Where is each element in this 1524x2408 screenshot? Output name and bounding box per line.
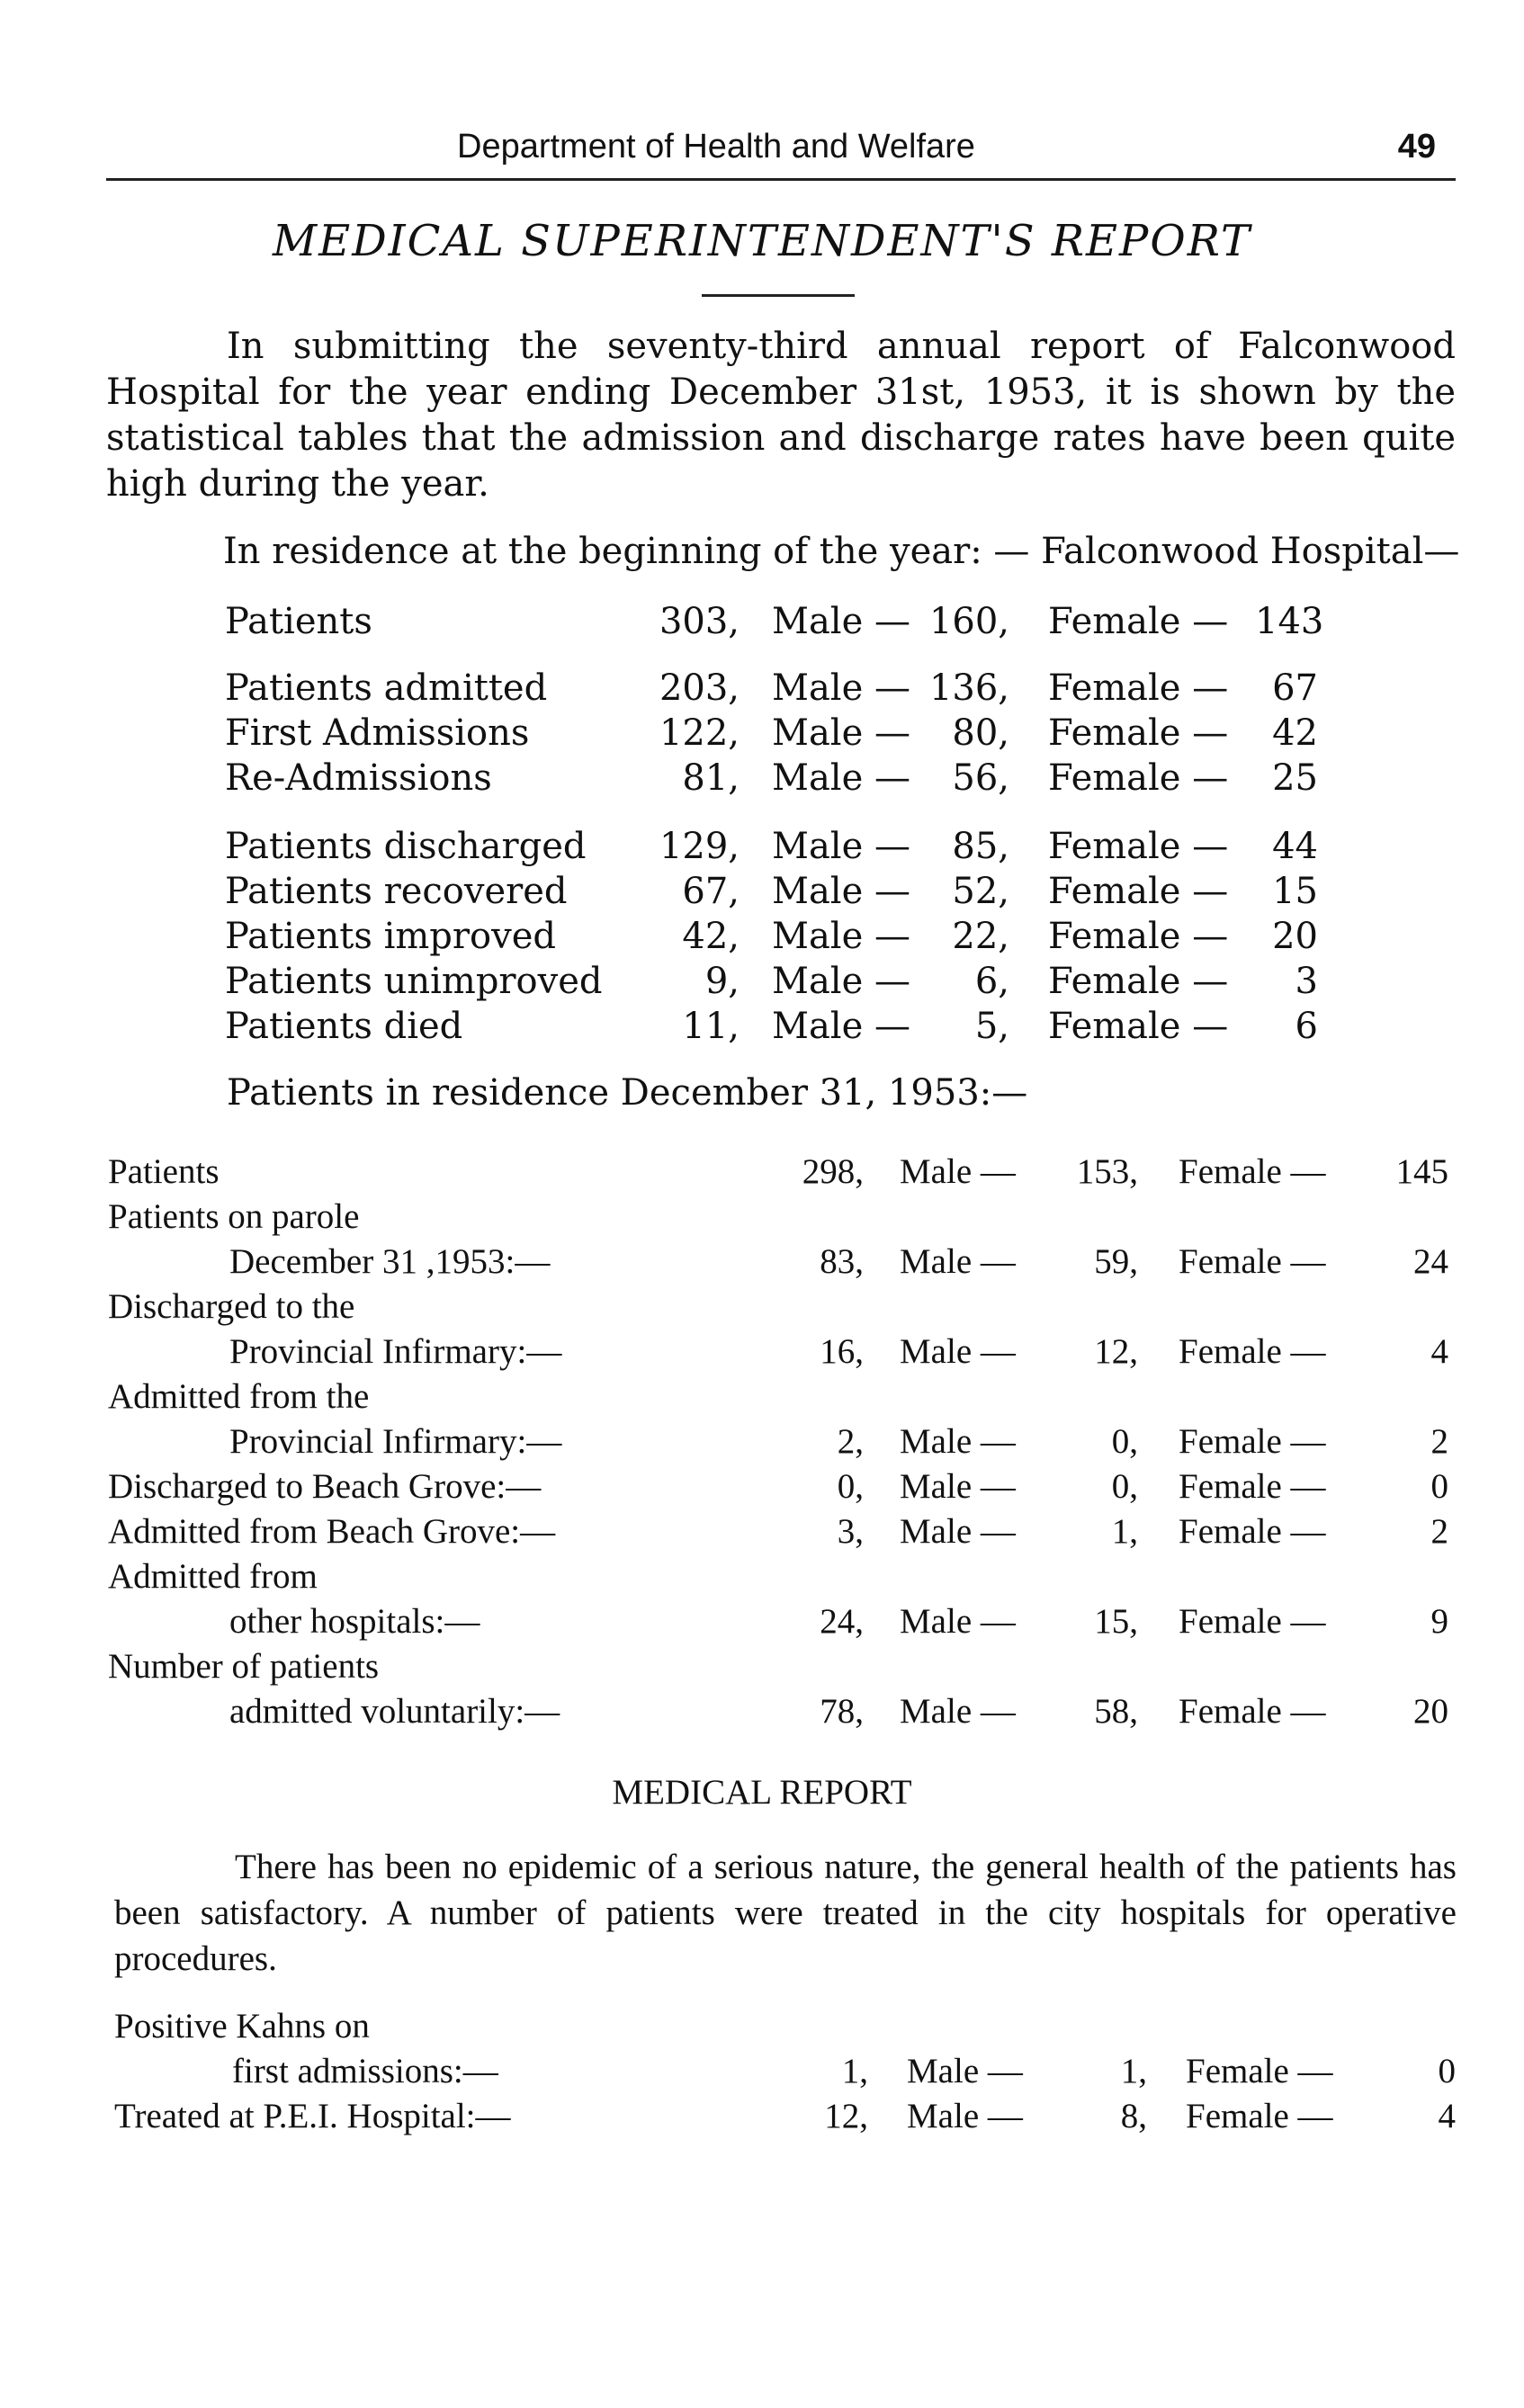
male-value: 80, [952, 712, 1009, 754]
female-label: Female — [1048, 961, 1229, 1002]
male-value: 58, [1094, 1692, 1138, 1731]
female-value: 24 [1413, 1242, 1448, 1281]
male-value: 8, [1120, 2097, 1147, 2135]
male-label: Male — [900, 1692, 1016, 1731]
female-label: Female — [1179, 1332, 1326, 1371]
female-label: Female — [1048, 757, 1229, 799]
total-value: 3, [837, 1512, 864, 1551]
female-value: 9 [1430, 1602, 1448, 1641]
total-value: 81, [682, 757, 740, 799]
male-label: Male — [772, 667, 910, 709]
female-label: Female — [1048, 1006, 1229, 1047]
male-value: 85, [952, 826, 1009, 867]
female-label: Female — [1048, 667, 1229, 709]
male-label: Male — [900, 1152, 1016, 1191]
row-label: Patients died [225, 1006, 463, 1047]
page-number: 49 [1397, 128, 1436, 166]
male-label: Male — [772, 601, 910, 642]
row-label: Admitted from [108, 1557, 318, 1596]
male-value: 1, [1120, 2052, 1147, 2090]
row-label-continuation: Provincial Infirmary:— [229, 1422, 562, 1461]
total-value: 12, [824, 2097, 868, 2135]
total-value: 1, [841, 2052, 868, 2090]
row-label: Admitted from the [108, 1377, 370, 1416]
male-label: Male — [772, 826, 910, 867]
male-value: 153, [1076, 1152, 1138, 1191]
title-rule [702, 294, 855, 297]
female-value: 25 [1272, 757, 1318, 799]
female-value: 2 [1430, 1422, 1448, 1461]
female-label: Female — [1186, 2052, 1333, 2090]
male-label: Male — [907, 2052, 1023, 2090]
female-value: 15 [1272, 871, 1318, 912]
male-label: Male — [772, 1006, 910, 1047]
male-value: 6, [974, 961, 1009, 1002]
female-label: Female — [1179, 1242, 1326, 1281]
total-value: 2, [837, 1422, 864, 1461]
total-value: 303, [659, 601, 740, 642]
row-label: Patients recovered [225, 871, 568, 912]
intro-text: In submitting the seventy-third annual report of Falconwood Hospital for the year ending December 31st, 1953, it is shown by the statistical tables that the admission and discharge rates have been quite high during the year. [106, 326, 1456, 505]
row-label: Patients on parole [108, 1197, 360, 1236]
row-label: Admitted from Beach Grove:— [108, 1512, 556, 1551]
male-value: 59, [1094, 1242, 1138, 1281]
row-label: Patients unimproved [225, 961, 603, 1002]
row-label-continuation: other hospitals:— [229, 1602, 480, 1641]
row-label-continuation: Provincial Infirmary:— [229, 1332, 562, 1371]
male-label: Male — [900, 1602, 1016, 1641]
header-title: Department of Health and Welfare [457, 128, 975, 166]
male-value: 12, [1094, 1332, 1138, 1371]
december-heading: Patients in residence December 31, 1953:— [227, 1072, 1028, 1114]
male-value: 56, [952, 757, 1009, 799]
medical-report-paragraph [114, 1844, 1457, 1982]
male-value: 22, [952, 916, 1009, 957]
male-label: Male — [900, 1467, 1016, 1506]
total-value: 0, [837, 1467, 864, 1506]
female-value: 3 [1295, 961, 1318, 1002]
total-value: 83, [820, 1242, 864, 1281]
page-header [106, 124, 1456, 181]
male-value: 0, [1111, 1467, 1138, 1506]
male-value: 160, [928, 601, 1009, 642]
male-label: Male — [772, 916, 910, 957]
female-value: 143 [1255, 601, 1324, 642]
female-value: 44 [1272, 826, 1318, 867]
total-value: 11, [682, 1006, 740, 1047]
female-label: Female — [1179, 1152, 1326, 1191]
male-label: Male — [772, 757, 910, 799]
male-label: Male — [900, 1242, 1016, 1281]
total-value: 42, [682, 916, 740, 957]
female-value: 42 [1272, 712, 1318, 754]
row-label-continuation: admitted voluntarily:— [229, 1692, 560, 1731]
female-label: Female — [1048, 871, 1229, 912]
row-label: Discharged to Beach Grove:— [108, 1467, 542, 1506]
female-label: Female — [1179, 1512, 1326, 1551]
male-value: 5, [974, 1006, 1009, 1047]
row-label: Number of patients [108, 1647, 380, 1686]
row-label: Patients admitted [225, 667, 548, 709]
total-value: 298, [802, 1152, 864, 1191]
male-label: Male — [900, 1332, 1016, 1371]
medical-report-text: There has been no epidemic of a serious nature, the general health of the patients has been satisfactory. A number of patients were treated in the city hospitals for operative procedures. [114, 1848, 1457, 1978]
row-label: Patients [225, 601, 372, 642]
male-value: 136, [928, 667, 1009, 709]
row-label: Discharged to the [108, 1287, 355, 1326]
female-label: Female — [1179, 1602, 1326, 1641]
total-value: 203, [659, 667, 740, 709]
total-value: 9, [704, 961, 740, 1002]
female-value: 67 [1272, 667, 1318, 709]
male-value: 1, [1111, 1512, 1138, 1551]
report-title: MEDICAL SUPERINTENDENT'S REPORT [273, 216, 1251, 266]
row-label: Treated at P.E.I. Hospital:— [114, 2097, 511, 2135]
female-label: Female — [1048, 826, 1229, 867]
total-value: 16, [820, 1332, 864, 1371]
female-value: 145 [1395, 1152, 1448, 1191]
row-label: Patients [108, 1152, 220, 1191]
row-label: First Admissions [225, 712, 530, 754]
female-value: 4 [1430, 1332, 1448, 1371]
male-label: Male — [772, 871, 910, 912]
female-label: Female — [1048, 712, 1229, 754]
male-label: Male — [772, 712, 910, 754]
female-value: 6 [1295, 1006, 1318, 1047]
row-label: Re-Admissions [225, 757, 492, 799]
row-label: Patients improved [225, 916, 556, 957]
female-value: 20 [1272, 916, 1318, 957]
male-label: Male — [772, 961, 910, 1002]
female-label: Female — [1179, 1692, 1326, 1731]
row-label: Positive Kahns on [114, 2007, 370, 2045]
male-value: 0, [1111, 1422, 1138, 1461]
total-value: 24, [820, 1602, 864, 1641]
male-label: Male — [900, 1422, 1016, 1461]
female-label: Female — [1048, 916, 1229, 957]
total-value: 122, [659, 712, 740, 754]
total-value: 129, [659, 826, 740, 867]
medical-report-heading: MEDICAL REPORT [612, 1773, 912, 1812]
row-label-continuation: first admissions:— [232, 2052, 498, 2090]
male-label: Male — [900, 1512, 1016, 1551]
intro-paragraph [106, 324, 1456, 507]
female-label: Female — [1186, 2097, 1333, 2135]
female-value: 4 [1438, 2097, 1456, 2135]
total-value: 78, [820, 1692, 864, 1731]
male-value: 15, [1094, 1602, 1138, 1641]
female-label: Female — [1179, 1467, 1326, 1506]
female-label: Female — [1179, 1422, 1326, 1461]
female-label: Female — [1048, 601, 1229, 642]
male-label: Male — [907, 2097, 1023, 2135]
row-label-continuation: December 31 ,1953:— [229, 1242, 551, 1281]
female-value: 2 [1430, 1512, 1448, 1551]
residence-heading: In residence at the beginning of the year: — Falconwood Hospital— [223, 531, 1460, 572]
female-value: 0 [1438, 2052, 1456, 2090]
male-value: 52, [952, 871, 1009, 912]
female-value: 20 [1413, 1692, 1448, 1731]
total-value: 67, [682, 871, 740, 912]
row-label: Patients discharged [225, 826, 587, 867]
female-value: 0 [1430, 1467, 1448, 1506]
